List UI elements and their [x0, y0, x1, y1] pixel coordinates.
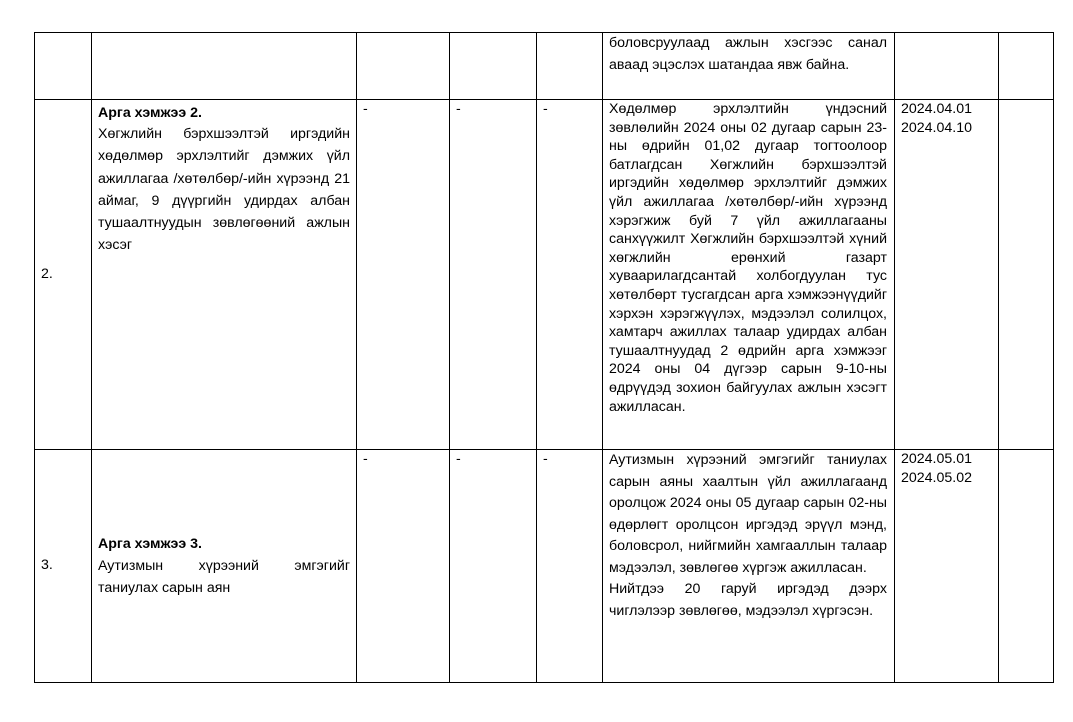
action-title: Арга хэмжээ 3.: [98, 536, 203, 552]
column-5-cell: -: [537, 450, 603, 683]
dates-cell: [895, 33, 999, 100]
end-date: 2024.04.10: [901, 120, 973, 136]
result-cell: [603, 450, 895, 683]
column-3-cell: -: [357, 450, 450, 683]
end-date: 2024.05.02: [901, 470, 973, 486]
action-description: Аутизмын хүрээний эмгэгийг таниулах сарын аян: [98, 558, 350, 596]
start-date: 2024.04.01: [901, 101, 973, 117]
column-4-cell: -: [450, 450, 537, 683]
table-row: [35, 33, 1054, 100]
result-paragraph: Аутизмын хүрээний эмгэгийг таниулах сарын аяны хаалтын үйл ажиллагаанд оролцож 2024 оны 05 дугаар сарын 02-ны өдөрлөгт оролцсон иргэдэд эрүүл мэнд, боловсрол, нийгмийн хамгааллын талаар мэдээлэл, зөвлөгөө хүргэж ажилласан.: [609, 452, 887, 576]
row-number-cell: [35, 33, 92, 100]
row-number-cell: 2.: [35, 100, 92, 450]
column-4-cell: -: [450, 100, 537, 450]
column-5-cell: [537, 33, 603, 100]
action-title: Арга хэмжээ 2.: [98, 105, 203, 121]
row-number-cell: 3.: [35, 450, 92, 683]
note-cell: [999, 100, 1054, 450]
activity-report-table: [34, 32, 1054, 683]
column-3-cell: -: [357, 100, 450, 450]
table-row: [35, 450, 1054, 683]
dates-cell: [895, 450, 999, 683]
note-cell: [999, 33, 1054, 100]
action-cell: [92, 100, 357, 450]
action-description: Хөгжлийн бэрхшээлтэй иргэдийн хөдөлмөр эрхлэлтийг дэмжих үйл ажиллагаа /хөтөлбөр/-ийн хүрээнд 21 аймаг, 9 дүүргийн удирдах албан тушаалтнуудын зөвлөгөөний ажлын хэсэг: [98, 126, 350, 254]
dates-cell: [895, 100, 999, 450]
result-paragraph-2: Нийтдээ 20 гаруй иргэдэд дээрх чиглэлээр зөвлөгөө, мэдээлэл хүргэсэн.: [609, 581, 887, 619]
result-cell: боловсруулаад ажлын хэсгээс санал аваад эцэслэх шатандаа явж байна.: [603, 33, 895, 100]
column-3-cell: [357, 33, 450, 100]
table-row: [35, 100, 1054, 450]
action-cell: [92, 33, 357, 100]
start-date: 2024.05.01: [901, 451, 973, 467]
action-cell: [92, 450, 357, 683]
note-cell: [999, 450, 1054, 683]
column-4-cell: [450, 33, 537, 100]
column-5-cell: -: [537, 100, 603, 450]
result-cell: Хөдөлмөр эрхлэлтийн үндэсний зөвлөлийн 2024 оны 02 дугаар сарын 23-ны өдрийн 01,02 дугаар тогтоолоор батлагдсан Хөгжлийн бэрхшээлтэй иргэдийн хөдөлмөр эрхлэлтийг дэмжих үйл ажиллагаа /хөтөлбөр/-ийн хүрээнд хэрэгжиж буй 7 үйл ажиллагааны санхүүжилт Хөгжлийн бэрхшээлтэй хүний хөгжлийн ерөнхий газарт хуваарилагдсантай холбогдуулан тус хөтөлбөрт тусгагдсан арга хэмжээнүүдийг хэрхэн хэрэгжүүлэх, мэдээлэл солилцох, хамтарч ажиллах талаар удирдах албан тушаалтнуудад 2 өдрийн арга хэмжээг 2024 оны 04 дүгээр сарын 9-10-ны өдрүүдэд зохион байгуулах ажлын хэсэгт ажилласан.: [603, 100, 895, 450]
